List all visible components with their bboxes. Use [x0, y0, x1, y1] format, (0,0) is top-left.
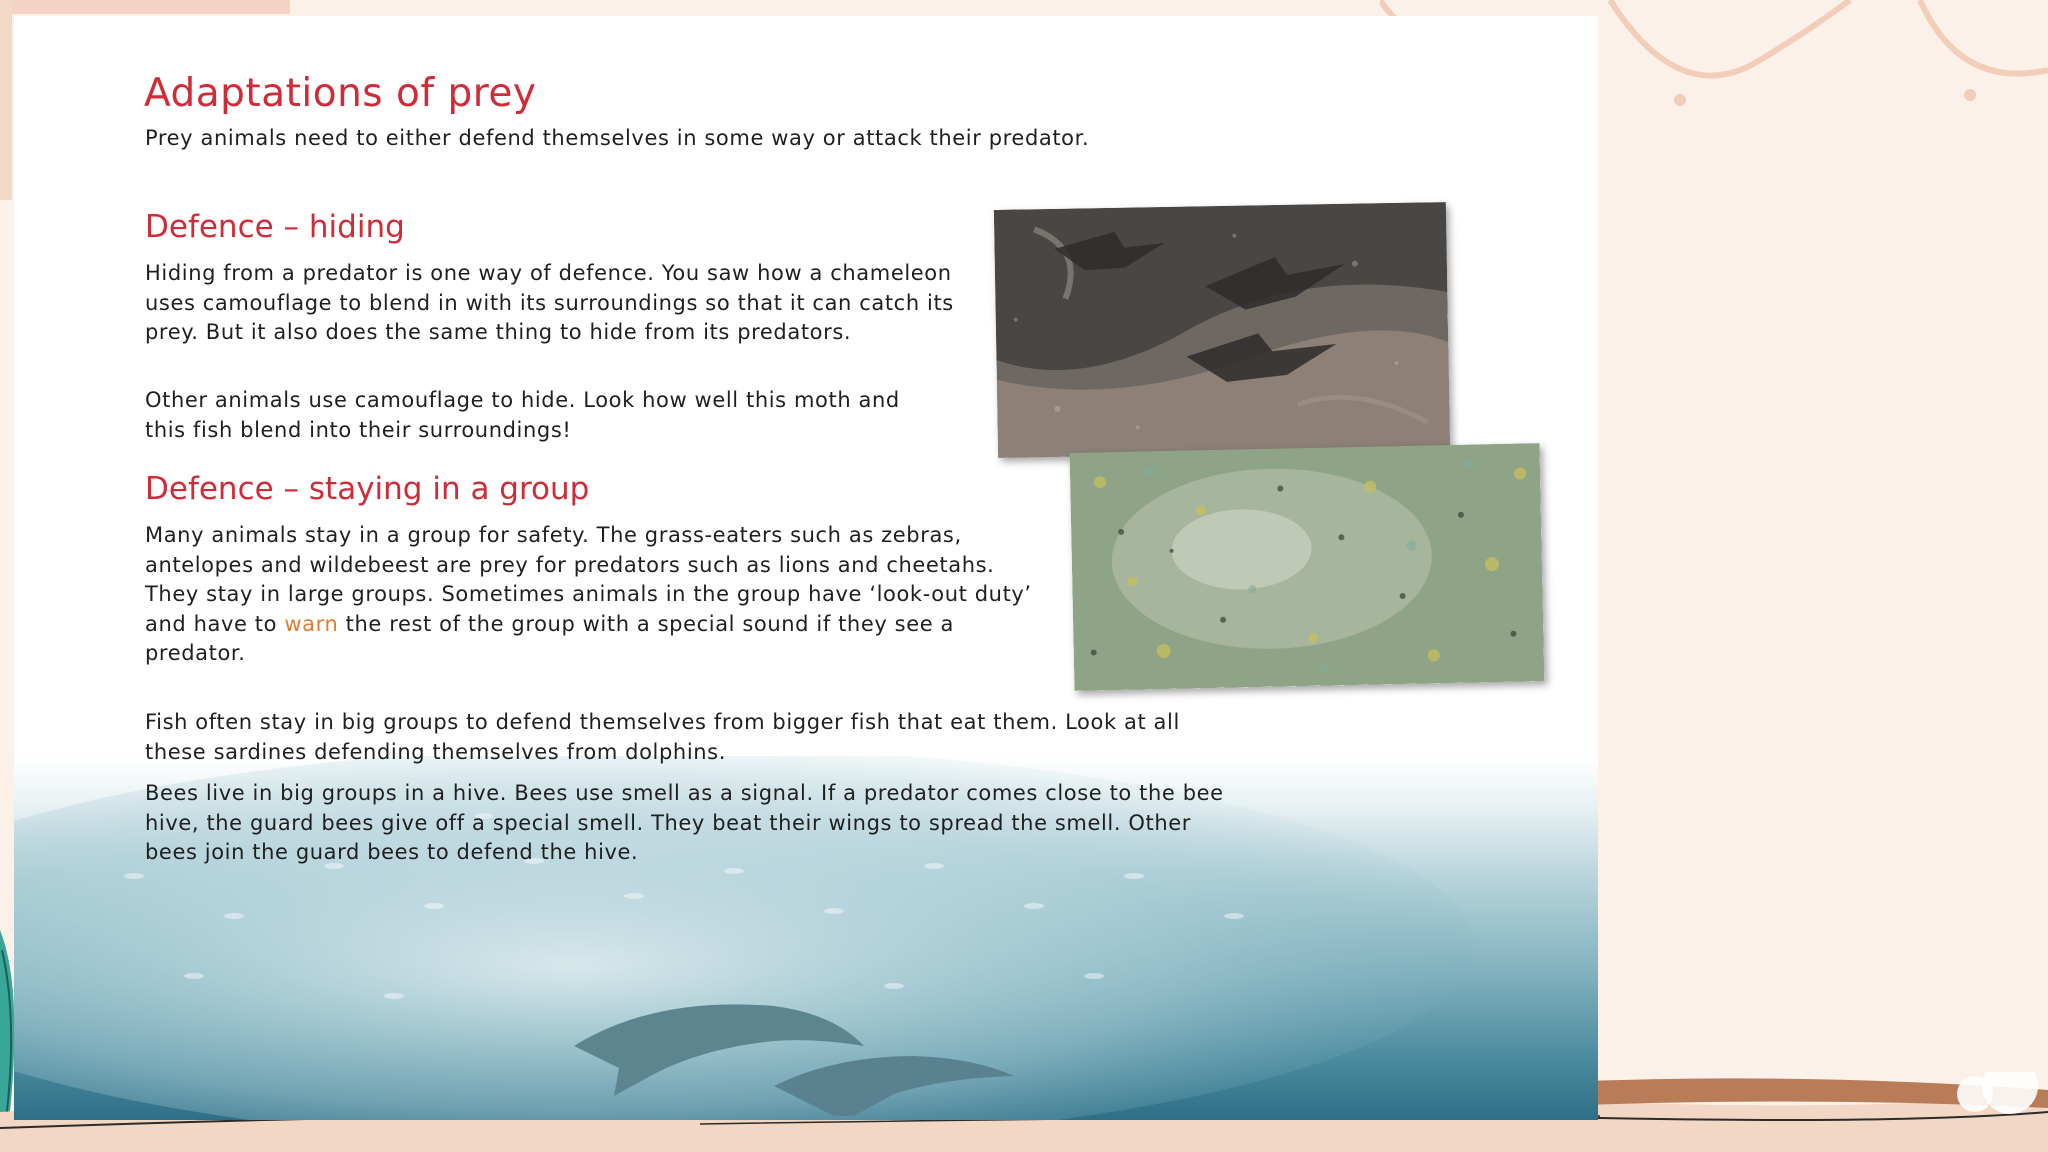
group-paragraph-1: Many animals stay in a group for safety. The grass-eaters such as zebras, antelopes and wildebeest are prey for predators such as lions and cheetahs. They stay in large groups. Sometimes animals in the group have ‘look-out duty’ and have to warn the rest of the group with a special sound if they see a predator. — [145, 523, 1032, 665]
group-paragraph-2: Fish often stay in big groups to defend themselves from bigger fish that eat them. Look at all these sardines defending themselves from dolphins. — [145, 710, 1180, 764]
heading-defence-group: Defence – staying in a group — [145, 471, 590, 507]
page-title: Adaptations of prey — [144, 71, 537, 116]
slide-top-bar — [0, 0, 290, 14]
fish-camouflage-photo — [1070, 443, 1545, 691]
textbook-page — [14, 16, 1598, 1120]
keyword-warn: warn — [284, 611, 339, 636]
hiding-paragraph-1: Hiding from a predator is one way of defence. You saw how a chameleon uses camouflage to blend in with its surroundings so that it can catch its prey. But it also does the same thing to hide from its predators. — [145, 261, 954, 344]
heading-defence-hiding: Defence – hiding — [145, 209, 405, 245]
moth-camouflage-photo — [994, 202, 1450, 458]
group-paragraph-3: Bees live in big groups in a hive. Bees use smell as a signal. If a predator comes close to the bee hive, the guard bees give off a special smell. They beat their wings to spread the smell. Other bees join the guard bees to defend the hive. — [145, 781, 1224, 864]
intro-paragraph: Prey animals need to either defend themselves in some way or attack their predator. — [145, 126, 1090, 150]
hiding-paragraph-2: Other animals use camouflage to hide. Look how well this moth and this fish blend into their surroundings! — [145, 388, 900, 442]
slide-left-strip — [0, 0, 12, 200]
